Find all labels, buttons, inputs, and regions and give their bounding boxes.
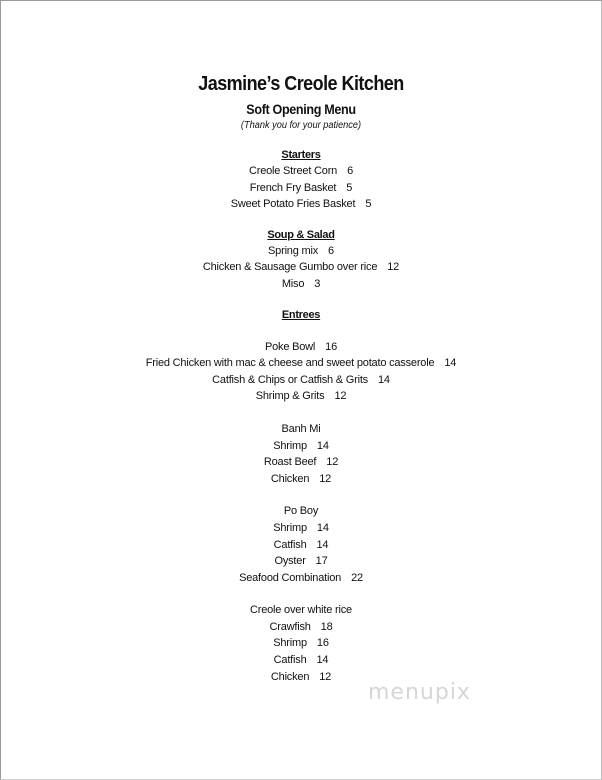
item-price: 18 [320,620,333,633]
item-name: French Fry Basket [249,181,337,194]
subgroup-creole-rice [0,602,602,685]
item-name: Shrimp [273,521,307,534]
section-soup-salad [0,227,602,293]
item-name: Sweet Potato Fries Basket [230,198,356,211]
item-price: 14 [444,357,457,370]
item-price: 3 [314,277,321,290]
item-name: Miso [281,277,305,290]
subgroup-banh-mi [0,421,602,487]
menu-item [0,570,602,587]
subgroup-po-boy [0,503,602,586]
subgroup-heading: Banh Mi [281,422,321,435]
item-price: 14 [377,373,390,386]
item-price: 5 [346,181,353,194]
item-name: Poke Bowl [264,340,316,353]
section-heading: Starters [281,149,321,161]
item-name: Shrimp [273,439,307,452]
item-price: 6 [347,165,354,177]
restaurant-title: Jasmine’s Creole Kitchen [198,73,404,95]
menu-item [0,520,602,537]
item-price: 14 [316,521,329,534]
item-price: 12 [319,670,332,683]
menu-item [0,372,602,389]
item-name: Spring mix [268,244,319,257]
section-heading: Soup & Salad [267,228,335,241]
menu-item [0,163,602,180]
item-price: 17 [315,555,328,568]
item-price: 12 [334,390,347,403]
item-name: Crawfish [269,620,311,633]
menu-item [0,652,602,669]
item-price: 5 [365,198,372,211]
menu-item [0,537,602,554]
menu-subtitle: Soft Opening Menu [246,101,356,117]
menu-item [0,339,602,356]
item-price: 12 [326,456,339,469]
menu-item [0,180,602,197]
item-price: 14 [316,439,329,452]
item-price: 6 [328,244,334,257]
menu-item [0,388,602,405]
item-price: 12 [387,261,400,274]
item-name: Catfish [273,654,307,667]
menu-item [0,553,602,570]
section-heading: Entrees [281,308,321,321]
item-name: Creole Street Corn [248,165,338,177]
item-name: Oyster [274,555,306,568]
section-starters [0,147,602,213]
menu-item [0,196,602,213]
item-price: 14 [316,538,329,551]
menu-note: (Thank you for your patience) [240,120,362,131]
menu-item [0,355,602,372]
item-price: 12 [319,472,332,485]
item-price: 16 [316,637,329,650]
item-price: 14 [316,654,329,667]
menu-item [0,619,602,636]
menu-item [0,635,602,652]
subgroup-heading: Creole over white rice [250,604,352,617]
menu-item [0,276,602,293]
item-name: Roast Beef [263,456,317,469]
item-name: Seafood Combination [239,571,342,584]
item-name: Chicken [270,670,310,683]
menu-document [0,70,602,685]
menu-item [0,669,602,686]
item-name: Fried Chicken with mac & cheese and sweet potato casserole [145,357,435,370]
item-name: Chicken & Sausage Gumbo over rice [202,261,378,274]
watermark-logo: menupix [368,680,471,705]
menu-item [0,471,602,488]
item-name: Shrimp [273,637,307,650]
menu-item [0,243,602,260]
section-entrees [0,307,602,686]
entrees-main [0,339,602,405]
menu-item [0,438,602,455]
item-price: 22 [351,571,363,584]
menu-item [0,454,602,471]
item-price: 16 [325,340,337,353]
menu-item [0,259,602,276]
item-name: Chicken [270,472,310,485]
item-name: Catfish [273,538,307,551]
subgroup-heading: Po Boy [283,505,319,518]
item-name: Shrimp & Grits [255,390,325,403]
item-name: Catfish & Chips or Catfish & Grits [212,373,368,386]
